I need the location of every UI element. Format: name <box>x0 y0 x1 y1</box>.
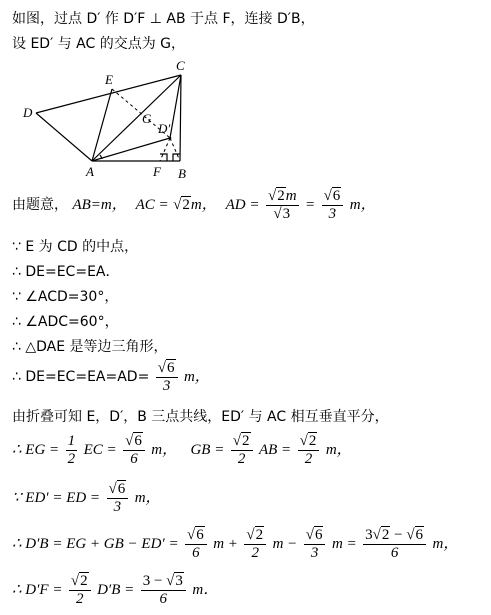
geometry-figure <box>20 58 220 188</box>
segment-DA <box>36 113 92 161</box>
step-8: ∴ EG = $\frac{1}{2}$ EC = $\frac{√6}{6}$ m， GB = $\frac{√2}{2}$ AB = $\frac{√2}{2}$ m， <box>12 433 352 467</box>
figure-solid-lines <box>36 75 181 161</box>
label-C: C <box>176 58 185 73</box>
step-10: ∴ D′B = EG + GB − ED′ = $\frac{√6}{6}$ m + $\frac{√2}{2}$ m − $\frac{√6}{3}$ m = $\frac{3√2 - √6}{6}$ m， <box>12 527 459 561</box>
label-B: B <box>178 166 186 181</box>
step-3: ∵ ∠ACD=30°， <box>12 289 119 305</box>
segment-D-prime-B <box>170 138 180 161</box>
label-D: D <box>23 105 33 120</box>
label-E: E <box>105 72 113 87</box>
point-D-prime-dot <box>169 137 172 140</box>
right-angle-B <box>173 154 180 161</box>
step-6: ∴ DE=EC=EA=AD= $\frac{√6}{3}$ m， <box>12 360 210 394</box>
step-5: ∴ △DAE 是等边三角形， <box>12 339 168 355</box>
given-line: 由题意， AB=m， AC = √2m， AD = $\frac{√2m}{√3}$ = $\frac{√6}{3}$ m， <box>12 188 376 222</box>
segment-EA <box>92 89 112 161</box>
step-9: ∵ ED′ = ED = $\frac{√6}{3}$ m， <box>12 481 161 515</box>
label-F: F <box>153 164 161 179</box>
step-2: ∴ DE=EC=EA． <box>12 264 120 280</box>
intro-line-1: 如图，过点 D′ 作 D′F ⊥ AB 于点 F，连接 D′B， <box>12 11 315 27</box>
ad-fraction: $\frac{√2m}{√3}$ <box>267 188 297 222</box>
label-G: G <box>142 111 152 126</box>
segment-D-prime-F <box>160 138 170 161</box>
step-7: 由折叠可知 E，D′，B 三点共线，ED′ 与 AC 相互垂直平分， <box>12 409 389 425</box>
right-angle-F <box>160 154 167 161</box>
label-A: A <box>86 164 94 179</box>
step-1: ∵ E 为 CD 的中点， <box>12 239 139 255</box>
step-11: ∴ D′F = $\frac{√2}{2}$ D′B = $\frac{3 - √3}{6}$ m． <box>12 573 219 607</box>
step-4: ∴ ∠ADC=60°， <box>12 314 119 330</box>
segment-CB <box>180 75 181 161</box>
label-D-prime: D′ <box>158 121 171 136</box>
intro-line-2: 设 ED′ 与 AC 的交点为 G， <box>12 36 186 52</box>
